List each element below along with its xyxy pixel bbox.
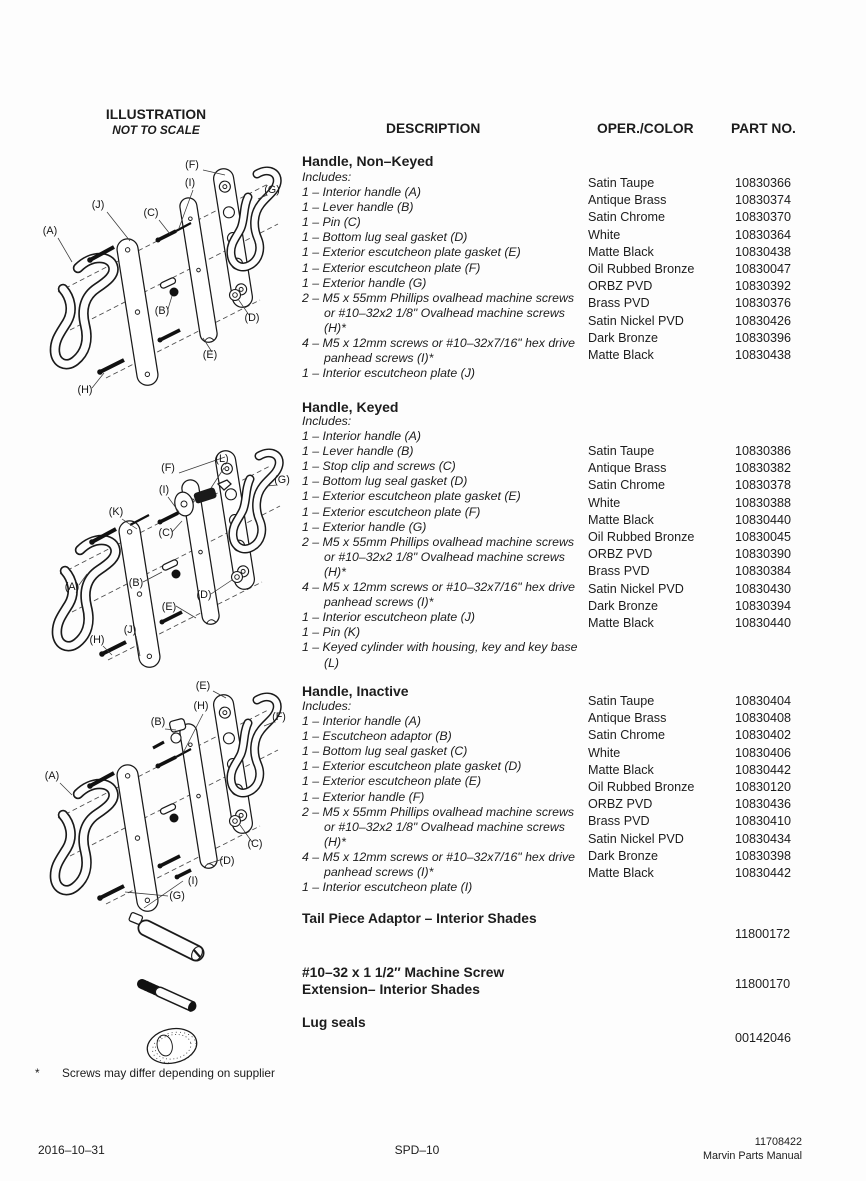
callout-label: (H) xyxy=(89,634,105,646)
finish-color: Matte Black xyxy=(588,244,654,259)
finish-row xyxy=(588,460,858,477)
footer-doc-block xyxy=(646,1136,802,1163)
keyed-cylinder-drawing xyxy=(130,480,231,525)
machine-screw-extension-drawing xyxy=(142,984,198,1013)
finish-color: White xyxy=(588,495,621,510)
finish-color: ORBZ PVD xyxy=(588,547,653,562)
small-parts-illustration xyxy=(112,898,242,1070)
finish-row xyxy=(588,779,858,796)
callout-label: (J) xyxy=(91,199,105,211)
finish-part: 10830370 xyxy=(735,210,792,225)
not-to-scale-label: NOT TO SCALE xyxy=(112,123,200,137)
finish-part: 10830404 xyxy=(735,694,792,708)
finish-part: 10830390 xyxy=(735,547,792,562)
includes-item: 4 – M5 x 12mm screws or #10–32x7/16" hex drive panhead screws (I)* xyxy=(302,580,575,610)
includes-item: 1 – Keyed cylinder with housing, key and key base (L) xyxy=(302,640,578,670)
finish-row xyxy=(588,175,858,192)
finish-row xyxy=(588,813,858,830)
finish-part: 10830402 xyxy=(735,728,792,743)
callout-label: (D) xyxy=(196,589,212,601)
includes-label: Includes: xyxy=(302,699,352,713)
finish-row xyxy=(588,762,858,779)
finish-row xyxy=(588,745,858,762)
finish-part: 10830408 xyxy=(735,711,792,726)
finish-color: Satin Nickel PVD xyxy=(588,313,684,328)
includes-item: 1 – Interior handle (A) xyxy=(302,429,421,444)
includes-item: 1 – Interior escutcheon plate (J) xyxy=(302,610,475,625)
finish-row xyxy=(588,443,858,460)
finish-row xyxy=(588,278,858,295)
includes-item: 4 – M5 x 12mm screws or #10–32x7/16" hex drive panhead screws (I)* xyxy=(302,336,575,366)
tail-piece-adaptor-drawing xyxy=(129,912,205,962)
finish-row xyxy=(588,477,858,494)
callout-label: (F) xyxy=(161,462,175,474)
description-column-header: DESCRIPTION xyxy=(386,121,481,136)
finish-row xyxy=(588,727,858,744)
section-title: Handle, Inactive xyxy=(302,683,409,699)
finish-color: Brass PVD xyxy=(588,564,650,579)
includes-item: 1 – Lever handle (B) xyxy=(302,444,414,459)
finish-row xyxy=(588,227,858,244)
callout-label: (A) xyxy=(42,225,58,237)
finish-part: 10830440 xyxy=(735,512,792,527)
finish-part: 10830440 xyxy=(735,616,792,631)
callout-label: (G) xyxy=(274,474,290,486)
finish-color: Satin Chrome xyxy=(588,728,665,743)
callout-label: (H) xyxy=(77,384,93,396)
finish-color: White xyxy=(588,745,621,760)
includes-item: 1 – Pin (C) xyxy=(302,215,361,230)
includes-item: 1 – Exterior escutcheon plate (E) xyxy=(302,774,482,789)
finish-row xyxy=(588,796,858,813)
callout-label: (C) xyxy=(158,527,174,539)
finish-part: 10830120 xyxy=(735,780,792,795)
section-finishes xyxy=(588,175,858,364)
section-includes xyxy=(302,414,578,671)
footer-date: 2016–10–31 xyxy=(38,1143,105,1157)
finish-part: 10830392 xyxy=(735,279,792,294)
includes-item: 1 – Exterior handle (F) xyxy=(302,789,425,804)
finish-color: Satin Chrome xyxy=(588,478,665,493)
includes-item: 1 – Interior handle (A) xyxy=(302,714,421,729)
callout-label: (D) xyxy=(219,855,235,867)
inactive-illustration xyxy=(30,668,294,926)
finish-part: 10830410 xyxy=(735,814,792,829)
includes-item: 2 – M5 x 55mm Phillips ovalhead machine screws or #10–32x2 1/8" Ovalhead machine screws (H)* xyxy=(302,534,575,579)
finish-color: Matte Black xyxy=(588,762,654,777)
finish-color: Oil Rubbed Bronze xyxy=(588,262,695,277)
includes-item: 1 – Exterior escutcheon plate gasket (E) xyxy=(302,489,521,504)
finish-color: Oil Rubbed Bronze xyxy=(588,530,695,545)
keyed-illustration xyxy=(32,424,296,682)
finish-part: 10830366 xyxy=(735,176,792,190)
finish-color: Satin Taupe xyxy=(588,176,655,190)
finish-color: Antique Brass xyxy=(588,193,667,208)
illustration-column-header xyxy=(91,107,221,137)
finish-color: Satin Nickel PVD xyxy=(588,831,684,846)
includes-item: 1 – Bottom lug seal gasket (C) xyxy=(302,744,468,759)
finish-part: 10830045 xyxy=(735,530,792,545)
finish-row xyxy=(588,546,858,563)
finish-color: Satin Taupe xyxy=(588,694,655,708)
callout-label: (I) xyxy=(158,484,170,496)
finish-part: 10830438 xyxy=(735,348,792,363)
callout-label: (I) xyxy=(184,177,196,189)
callout-label: (F) xyxy=(272,711,286,723)
callout-label: (K) xyxy=(108,506,124,518)
finish-color: Satin Taupe xyxy=(588,444,655,458)
nonkeyed-illustration xyxy=(30,142,294,400)
includes-item: 1 – Exterior escutcheon plate (F) xyxy=(302,260,481,275)
includes-item: 1 – Interior handle (A) xyxy=(302,185,421,200)
finish-part: 10830398 xyxy=(735,848,792,863)
callout-label: (B) xyxy=(154,305,170,317)
callout-label: (E) xyxy=(161,601,177,613)
includes-item: 1 – Exterior escutcheon plate gasket (D) xyxy=(302,759,522,774)
footnote-marker: * xyxy=(35,1066,40,1080)
finish-color: Antique Brass xyxy=(588,461,667,476)
callout-label: (F) xyxy=(185,159,199,171)
includes-item: 1 – Stop clip and screws (C) xyxy=(302,459,456,474)
finish-row xyxy=(588,693,858,710)
finish-row xyxy=(588,710,858,727)
finish-color: Oil Rubbed Bronze xyxy=(588,780,695,795)
finish-color: Dark Bronze xyxy=(588,848,658,863)
includes-item: 1 – Exterior escutcheon plate gasket (E) xyxy=(302,245,521,260)
extra-item-title: Tail Piece Adaptor – Interior Shades xyxy=(302,911,537,926)
finish-row xyxy=(588,347,858,364)
includes-item: 1 – Interior escutcheon plate (I) xyxy=(302,880,473,895)
finish-color: Satin Chrome xyxy=(588,210,665,225)
finish-part: 10830364 xyxy=(735,227,792,242)
finish-row xyxy=(588,313,858,330)
finish-part: 10830386 xyxy=(735,444,792,458)
finish-color: Satin Nickel PVD xyxy=(588,581,684,596)
finish-row xyxy=(588,244,858,261)
finish-part: 10830434 xyxy=(735,831,792,846)
finish-color: Matte Black xyxy=(588,866,654,881)
finish-color: Matte Black xyxy=(588,616,654,631)
callout-label: (C) xyxy=(247,838,263,850)
finish-row xyxy=(588,831,858,848)
finish-row xyxy=(588,192,858,209)
section-title: Handle, Non–Keyed xyxy=(302,153,434,169)
extra-item-part: 00142046 xyxy=(735,1031,792,1045)
section-finishes xyxy=(588,443,858,632)
callout-label: (E) xyxy=(202,349,218,361)
finish-part: 10830406 xyxy=(735,745,792,760)
footer-doc-number: 11708422 xyxy=(754,1136,802,1148)
includes-item: 2 – M5 x 55mm Phillips ovalhead machine screws or #10–32x2 1/8" Ovalhead machine screws (H)* xyxy=(302,290,575,335)
finish-part: 10830394 xyxy=(735,598,792,613)
finish-row xyxy=(588,512,858,529)
includes-item: 1 – Pin (K) xyxy=(302,625,361,640)
callout-label: (C) xyxy=(143,207,159,219)
finish-part: 10830430 xyxy=(735,581,792,596)
extra-item-part: 11800170 xyxy=(735,977,791,991)
callout-label: (A) xyxy=(64,581,80,593)
footer-page-code: SPD–10 xyxy=(394,1143,440,1157)
finish-color: White xyxy=(588,227,621,242)
includes-label: Includes: xyxy=(302,170,352,184)
includes-item: 1 – Exterior escutcheon plate (F) xyxy=(302,504,481,519)
callout-label: (G) xyxy=(169,890,185,902)
includes-item: 1 – Escutcheon adaptor (B) xyxy=(302,729,452,744)
finish-part: 10830047 xyxy=(735,262,792,277)
extra-item-title xyxy=(302,964,602,998)
includes-item: 1 – Exterior handle (G) xyxy=(302,275,427,290)
finish-row xyxy=(588,209,858,226)
finish-part: 10830396 xyxy=(735,330,792,345)
finish-color: Antique Brass xyxy=(588,711,667,726)
finish-color: Matte Black xyxy=(588,348,654,363)
includes-item: 1 – Bottom lug seal gasket (D) xyxy=(302,474,468,489)
finish-row xyxy=(588,529,858,546)
finish-row xyxy=(588,330,858,347)
part-no-column-header: PART NO. xyxy=(731,121,796,136)
finish-part: 10830438 xyxy=(735,244,792,259)
footnote-text: Screws may differ depending on supplier xyxy=(62,1066,275,1080)
section-title: Handle, Keyed xyxy=(302,399,399,415)
callout-label: (B) xyxy=(128,577,144,589)
callout-label: (B) xyxy=(150,716,166,728)
oper-color-column-header: OPER./COLOR xyxy=(597,121,694,136)
includes-item: 1 – Lever handle (B) xyxy=(302,200,414,215)
finish-part: 10830384 xyxy=(735,564,792,579)
section-includes xyxy=(302,170,578,381)
callout-label: (G) xyxy=(264,184,280,196)
finish-row xyxy=(588,598,858,615)
callout-label: (I) xyxy=(187,875,199,887)
extra-item-title: Lug seals xyxy=(302,1015,366,1030)
finish-part: 10830426 xyxy=(735,313,792,328)
callout-label: (E) xyxy=(195,680,211,692)
finish-color: Matte Black xyxy=(588,512,654,527)
footer-manual-name: Marvin Parts Manual xyxy=(702,1149,802,1162)
finish-part: 10830442 xyxy=(735,762,792,777)
finish-color: ORBZ PVD xyxy=(588,279,653,294)
callout-label: (L) xyxy=(215,453,229,465)
callout-label: (J) xyxy=(123,624,137,636)
callout-label: (A) xyxy=(44,770,60,782)
includes-item: 1 – Exterior handle (G) xyxy=(302,519,427,534)
finish-color: Dark Bronze xyxy=(588,598,658,613)
finish-color: Brass PVD xyxy=(588,296,650,311)
finish-color: Dark Bronze xyxy=(588,330,658,345)
finish-part: 10830374 xyxy=(735,193,792,208)
finish-row xyxy=(588,495,858,512)
finish-part: 10830382 xyxy=(735,461,792,476)
includes-label: Includes: xyxy=(302,414,352,428)
section-includes xyxy=(302,699,578,895)
finish-row xyxy=(588,581,858,598)
finish-row xyxy=(588,848,858,865)
includes-item: 2 – M5 x 55mm Phillips ovalhead machine screws or #10–32x2 1/8" Ovalhead machine screws (H)* xyxy=(302,804,575,849)
finish-row xyxy=(588,563,858,580)
finish-row xyxy=(588,295,858,312)
finish-row xyxy=(588,261,858,278)
finish-part: 10830436 xyxy=(735,797,792,812)
section-finishes xyxy=(588,693,858,882)
finish-part: 10830378 xyxy=(735,478,792,493)
finish-color: ORBZ PVD xyxy=(588,797,653,812)
callout-label: (H) xyxy=(193,700,209,712)
finish-row xyxy=(588,865,858,882)
lug-seal-drawing xyxy=(144,1024,200,1068)
extra-item-part: 11800172 xyxy=(735,927,791,941)
finish-part: 10830376 xyxy=(735,296,792,311)
includes-item: 1 – Bottom lug seal gasket (D) xyxy=(302,230,468,245)
includes-item: 1 – Interior escutcheon plate (J) xyxy=(302,366,475,381)
finish-row xyxy=(588,615,858,632)
includes-item: 4 – M5 x 12mm screws or #10–32x7/16" hex drive panhead screws (I)* xyxy=(302,849,575,880)
finish-part: 10830442 xyxy=(735,866,792,881)
callout-label: (D) xyxy=(244,312,260,324)
extra-item-title-line: Extension– Interior Shades xyxy=(302,982,480,997)
finish-color: Brass PVD xyxy=(588,814,650,829)
illustration-label: ILLUSTRATION xyxy=(105,107,207,122)
finish-part: 10830388 xyxy=(735,495,792,510)
extra-item-title-line: #10–32 x 1 1/2″ Machine Screw xyxy=(302,965,505,980)
